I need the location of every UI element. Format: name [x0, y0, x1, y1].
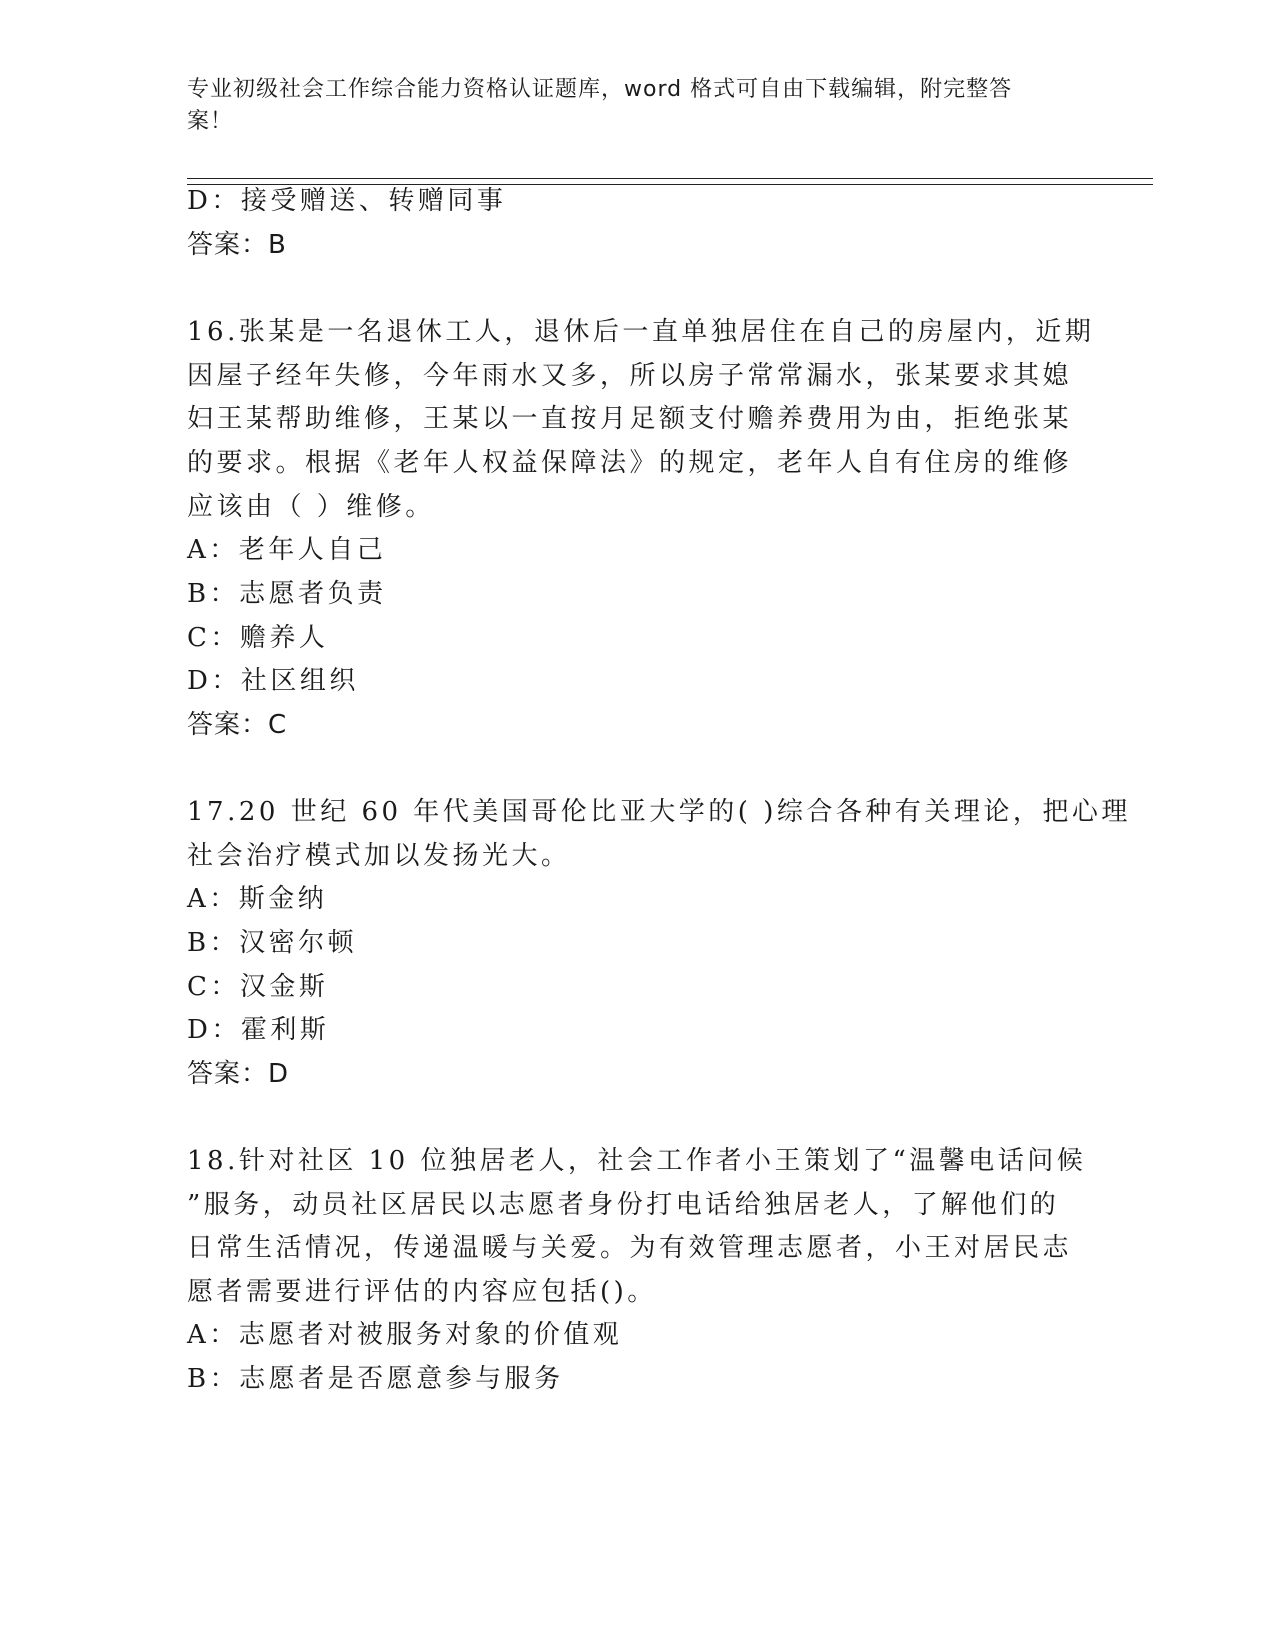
q18-stem-line-1: 18.针对社区 10 位独居老人，社会工作者小王策划了“温馨电话问候 [187, 1146, 1087, 1176]
q16-option-d: D：社区组织 [187, 666, 359, 696]
q16-option-a: A：老年人自己 [187, 535, 387, 565]
q17-option-b: B：汉密尔顿 [187, 928, 358, 958]
header-line-2: 案！ [187, 109, 234, 134]
q18-option-b: B：志愿者是否愿意参与服务 [187, 1364, 564, 1394]
q16-stem-line-1: 16.张某是一名退休工人，退休后一直单独居住在自己的房屋内，近期 [187, 317, 1095, 347]
q15-answer: 答案：B [187, 230, 287, 260]
q17-answer: 答案：D [187, 1059, 290, 1089]
q17-stem-line-1: 17.20 世纪 60 年代美国哥伦比亚大学的( )综合各种有关理论，把心理 [187, 797, 1131, 827]
q18-stem-line-3: 日常生活情况，传递温暖与关爱。为有效管理志愿者，小王对居民志 [187, 1233, 1073, 1263]
q16-stem-line-3: 妇王某帮助维修，王某以一直按月足额支付赡养费用为由，拒绝张某 [187, 404, 1073, 434]
q18-option-a: A：志愿者对被服务对象的价值观 [187, 1320, 623, 1350]
q16-stem-line-4: 的要求。根据《老年人权益保障法》的规定，老年人自有住房的维修 [187, 448, 1073, 478]
q18-stem-line-4: 愿者需要进行评估的内容应包括()。 [187, 1277, 657, 1307]
q17-option-d: D：霍利斯 [187, 1015, 330, 1045]
q15-option-d: D：接受赠送、转赠同事 [187, 186, 507, 216]
header-line-1: 专业初级社会工作综合能力资格认证题库，word 格式可自由下载编辑，附完整答 [187, 77, 1013, 102]
q17-option-a: A：斯金纳 [187, 884, 328, 914]
q16-option-b: B：志愿者负责 [187, 579, 387, 609]
q16-stem-line-5: 应该由（ ）维修。 [187, 492, 435, 522]
page-header-note [187, 74, 1062, 138]
q17-option-c: C：汉金斯 [187, 972, 329, 1002]
q16-answer: 答案：C [187, 710, 288, 740]
q16-option-c: C：赡养人 [187, 623, 329, 653]
q16-stem-line-2: 因屋子经年失修，今年雨水又多，所以房子常常漏水，张某要求其媳 [187, 361, 1073, 391]
header-divider-top [187, 178, 1153, 179]
q18-stem-line-2: ”服务，动员社区居民以志愿者身份打电话给独居老人，了解他们的 [187, 1190, 1060, 1220]
q17-stem-line-2: 社会治疗模式加以发扬光大。 [187, 841, 571, 871]
